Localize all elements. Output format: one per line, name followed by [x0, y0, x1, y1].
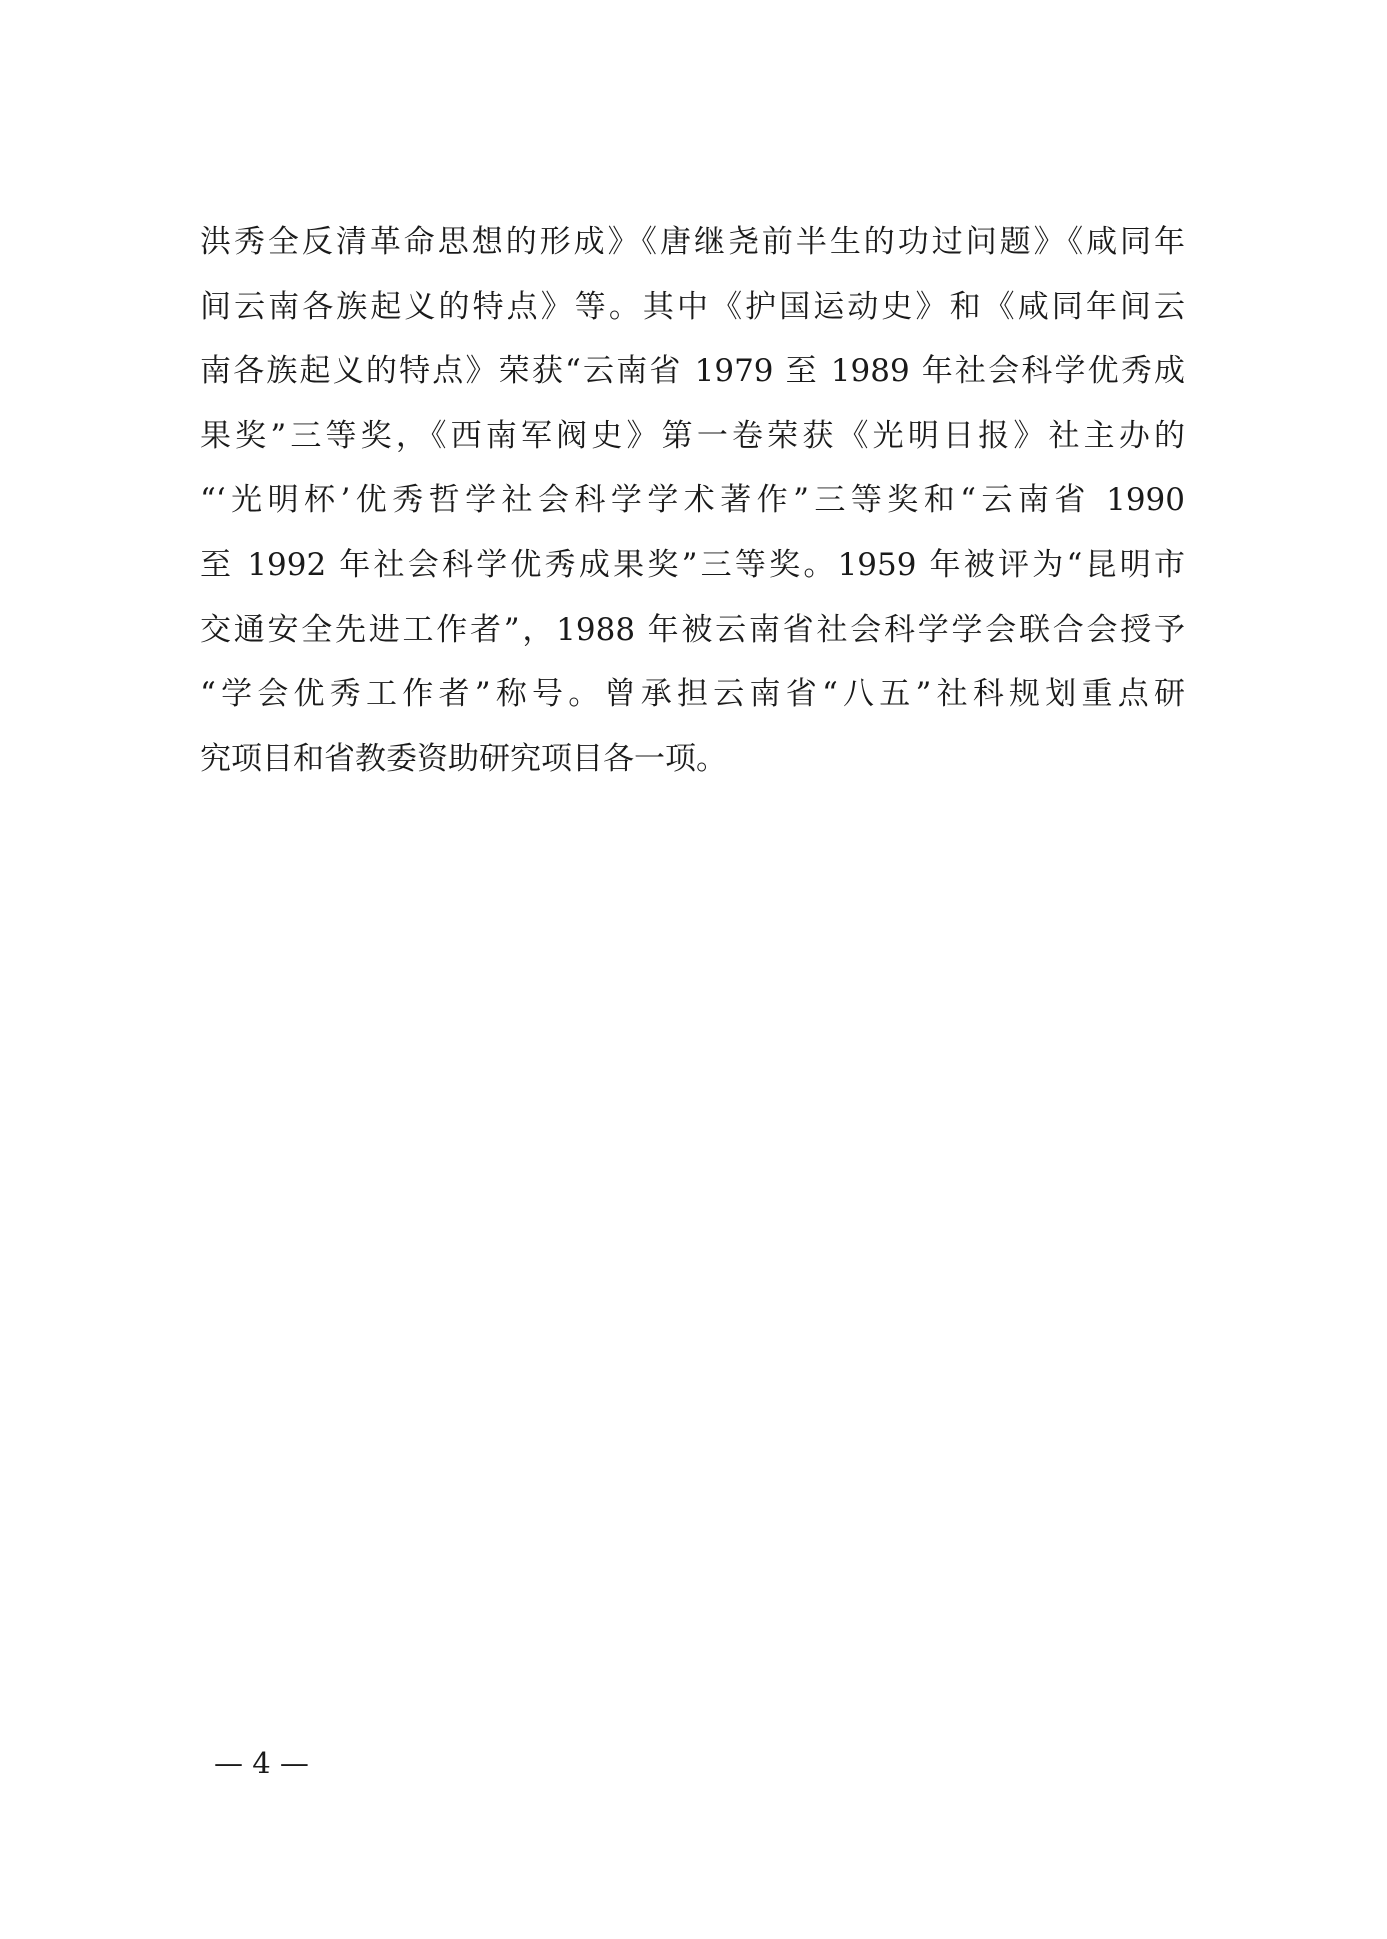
text-line: 至 1992 年社会科学优秀成果奖”三等奖。1959 年被评为“昆明市 — [200, 546, 1185, 583]
text-line: 南各族起义的特点》荣获“云南省 1979 至 1989 年社会科学优秀成 — [200, 353, 1185, 390]
body-paragraph — [200, 210, 1185, 791]
text-line: 间云南各族起义的特点》等。其中《护国运动史》和《咸同年间云 — [200, 288, 1185, 325]
text-line: 究项目和省教委资助研究项目各一项。 — [200, 740, 727, 777]
text-line: 果奖”三等奖，《西南军阀史》第一卷荣获《光明日报》社主办的 — [200, 417, 1185, 454]
text-line: 洪秀全反清革命思想的形成》《唐继尧前半生的功过问题》《咸同年 — [200, 224, 1185, 260]
text-line: 交通安全先进工作者”，1988 年被云南省社会科学学会联合会授予 — [200, 611, 1185, 648]
text-line: “‘光明杯’优秀哲学社会科学学术著作”三等奖和“云南省 1990 — [200, 482, 1185, 519]
page-number: — 4 — — [214, 1746, 309, 1780]
text-line: “学会优秀工作者”称号。曾承担云南省“八五”社科规划重点研 — [200, 676, 1185, 713]
